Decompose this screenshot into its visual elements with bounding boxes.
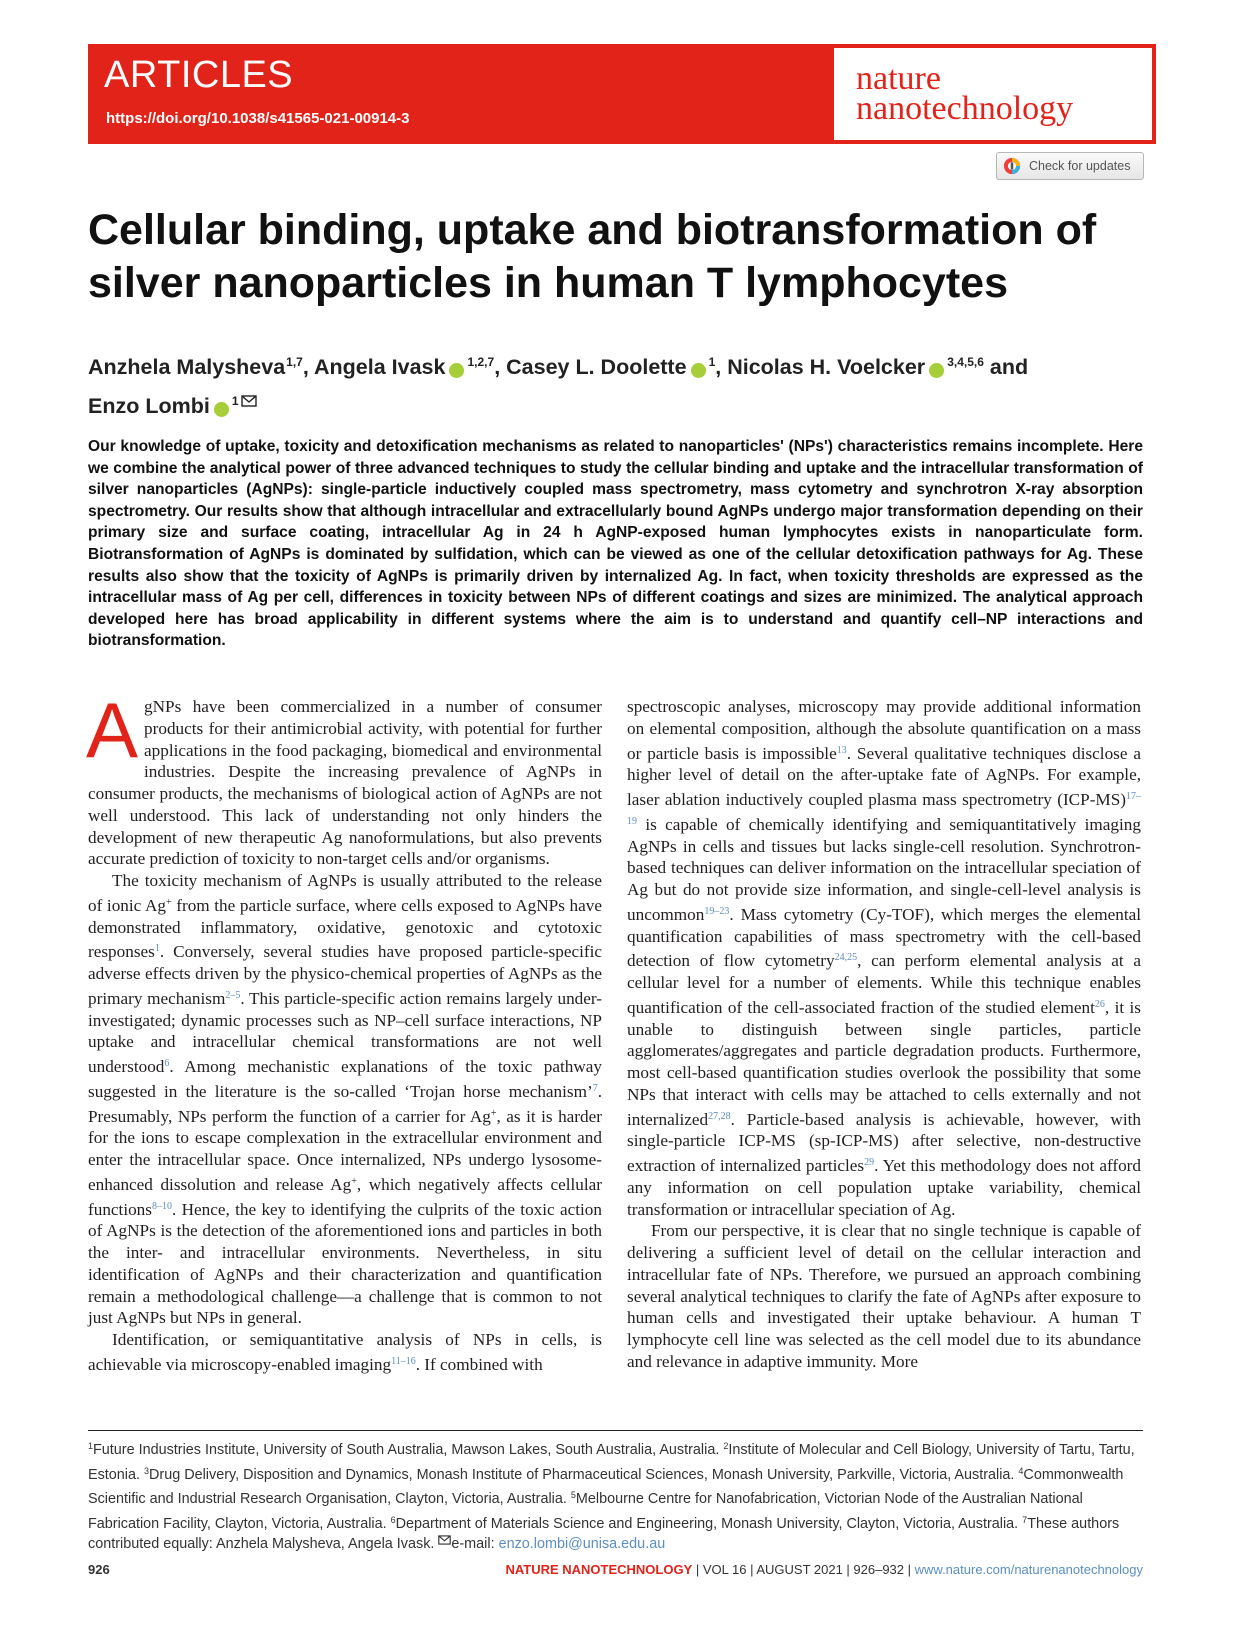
author-affiliation: 3,4,5,6: [947, 355, 984, 369]
author-affiliation: 1: [708, 355, 716, 369]
citation-ref[interactable]: 6: [164, 1058, 170, 1069]
affiliation-number: 2: [723, 1441, 729, 1451]
journal-logo-line2: nanotechnology: [856, 90, 1074, 127]
affiliation-text: Institute of Molecular and Cell Biology, University of Tartu, Tartu, Estonia.: [88, 1442, 1135, 1483]
drop-cap: A: [86, 686, 139, 774]
footer-issue: | VOL 16 | AUGUST 2021 | 926–932 |: [692, 1562, 915, 1577]
citation-ref[interactable]: 29: [864, 1157, 875, 1168]
footer-journal: NATURE NANOTECHNOLOGY: [505, 1562, 693, 1577]
author-name[interactable]: Enzo Lombi: [88, 394, 210, 418]
body-paragraph: Identification, or semiquantitative analysis of NPs in cells, is achievable via microscopy-enabled imaging$^{11-16}$. If combined with: [88, 1330, 602, 1374]
affiliation-number: 3: [144, 1465, 150, 1476]
article-title: Cellular binding, uptake and biotransformation of silver nanoparticles in human T lymphocytes: [88, 206, 1097, 307]
superscript: +: [490, 1107, 497, 1119]
email-link[interactable]: enzo.lombi@unisa.edu.au: [498, 1536, 666, 1553]
affiliation-text: These authors contributed equally: Anzhela Malysheva, Angela Ivask.: [88, 1515, 1120, 1553]
orcid-icon[interactable]: [449, 363, 464, 378]
affiliation-text: Drug Delivery, Disposition and Dynamics, Monash Institute of Pharmaceutical Sciences, Monash University, Parkville, Victoria, Australia.: [149, 1466, 1019, 1483]
email-label: e-mail:: [451, 1536, 499, 1553]
author-separator: ,: [302, 355, 315, 379]
citation-ref[interactable]: 24,25: [834, 952, 858, 964]
author-separator: ,: [494, 355, 507, 379]
affiliation-number: 4: [1018, 1465, 1024, 1476]
author-affiliation: 1,2,7: [467, 355, 495, 369]
body-paragraph: From our perspective, it is clear that no single technique is capable of delivering a sufficient level of detail on the cellular interaction and intracellular fate of NPs. Therefore, we pursued an approach combining several analytical techniques to clarify the fate of AgNPs after exposure to human cells and investigated their uptake behaviour. A human T lymphocyte cell line was selected as the cell model due to its abundance and relevance in adaptive immunity. More: [627, 1221, 1141, 1371]
orcid-icon[interactable]: [214, 402, 229, 417]
author-name[interactable]: Angela Ivask: [314, 355, 446, 379]
author-separator: and: [983, 355, 1029, 379]
author-name[interactable]: Anzhela Malysheva: [88, 355, 286, 379]
citation-ref[interactable]: 8–10: [151, 1200, 172, 1212]
citation-ref[interactable]: 2–5: [225, 989, 241, 1001]
orcid-icon[interactable]: [691, 363, 706, 378]
affiliation-number: 5: [570, 1490, 576, 1501]
citation-ref[interactable]: 13: [836, 744, 847, 756]
journal-logo[interactable]: [834, 48, 1152, 140]
superscript: +: [351, 1175, 357, 1187]
author-name[interactable]: Casey L. Doolette: [506, 355, 687, 379]
email-icon[interactable]: [241, 395, 257, 407]
articles-banner: [88, 44, 1156, 144]
superscript: +: [165, 896, 172, 908]
affiliation-text: Commonwealth Scientific and Industrial Research Organisation, Clayton, Victoria, Australia.: [88, 1466, 1124, 1508]
affiliation-text: Future Industries Institute, University of South Australia, Mawson Lakes, South Australia, Australia.: [93, 1442, 724, 1458]
citation-ref[interactable]: 26: [1094, 998, 1105, 1010]
author-list: [88, 345, 1158, 423]
body-paragraph: AgNPs have been commercialized in a number of consumer products for their antimicrobial activity, with potential for further applications in the food packaging, biomedical and environmental industries. Despite the increasing prevalence of AgNPs in consumer products, the mechanisms of biological action of AgNPs are not well understood. This lack of understanding not only hinders the development of new therapeutic Ag nanoformulations, but also prevents accurate prediction of toxicity to non-target cells and/or organisms.: [86, 686, 602, 869]
citation-ref[interactable]: 11–16: [391, 1355, 416, 1367]
body-paragraph: spectroscopic analyses, microscopy may provide additional information on elemental composition, although the absolute quantification on a mass or particle basis is impossible$^{13}$. Several qualitative techniques disclose a higher level of detail on the after-uptake fate of AgNPs. For example, laser ablation inductively coupled plasma mass spectrometry (ICP-MS)$^{17-19}$ is capable of chemically identifying and semiquantitatively imaging AgNPs in cells and tissues but lacks single-cell resolution. Synchrotron-based techniques can deliver information on the intracellular speciation of Ag but do not provide size information, and single-cell-level analysis is uncommon$^{19-23}$. Mass cytometry (Cy-TOF), which merges the elemental quantification capabilities of mass spectrometry with the cell-based detection of flow cytometry$^{24,25}$, can perform elemental analysis at a cellular level for a number of elements. While this technique enables quantification of the cell-associated fraction of the studied element$^{26}$, it is unable to distinguish between single particles, particle agglomerates/aggregates and particle degradation products. Furthermore, most cell-based quantification studies overlook the possibility that some NPs that interact with cells may be attached to cells externally and not internalized$^{27,28}$. Particle-based analysis is achievable, however, with single-particle ICP-MS (sp-ICP-MS) after selective, non-destructive extraction of internalized particles$^{29}$. Yet this methodology does not afford any information on cell population uptake variability, chemical transformation or intracellular speciation of Ag.: [627, 697, 1142, 1219]
footer-url[interactable]: www.nature.com/naturenanotechnology: [914, 1562, 1143, 1577]
author-affiliation: 1,7: [286, 355, 303, 369]
abstract: Our knowledge of uptake, toxicity and detoxification mechanisms as related to nanoparticles' (NPs') characteristics remains incomplete. Here we combine the analytical power of three advanced techniques to study the cellular binding and uptake and the intracellular transformation of silver nanoparticles (AgNPs): single-particle inductively coupled mass spectrometry, mass cytometry and synchrotron X-ray absorption spectrometry. Our results show that although intracellular and extracellularly bound AgNPs undergo major transformation depending on their primary size and surface coating, intracellular Ag in 24 h AgNP-exposed human lymphocytes exists in nanoparticulate form. Biotransformation of AgNPs is dominated by sulfidation, which can be viewed as one of the cellular detoxification pathways for Ag. These results also show that the toxicity of AgNPs is primarily driven by internalized Ag. In fact, when toxicity thresholds are expressed as the intracellular mass of Ag per cell, differences in toxicity between NPs of different coatings and sizes are minimized. The analytical approach developed here has broad applicability in different systems where the aim is to understand and quantify cell–NP interactions and biotransformation.: [88, 438, 1143, 650]
email-icon: [438, 1535, 451, 1545]
journal-footer: [505, 1562, 1143, 1577]
orcid-icon[interactable]: [929, 363, 944, 378]
author-separator: ,: [715, 355, 728, 379]
body-paragraph: The toxicity mechanism of AgNPs is usually attributed to the release of ionic Ag+ from the particle surface, where cells exposed to AgNPs have demonstrated inflammatory, oxidative, genotoxic and cytotoxic responses$^1$. Conversely, several studies have proposed particle-specific adverse effects driven by the physico-chemical properties of AgNPs as the primary mechanism$^{2-5}$. This particle-specific action remains largely under-investigated; dynamic processes such as NP–cell surface interactions, NP uptake and intracellular chemical transformations are not well understood$^6$. Among mechanistic explanations of the toxic pathway suggested in the literature is the so-called ‘Trojan horse mechanism’$^7$. Presumably, NPs perform the function of a carrier for Ag+, as it is harder for the ions to escape complexation in the extracellular environment and enter the intracellular space. Once internalized, NPs undergo lysosome-enhanced dissolution and release Ag+, which negatively affects cellular functions$^{8-10}$. Hence, the key to identifying the culprits of the toxic action of AgNPs is the detection of the aforementioned ions and particles in both the inter- and intracellular environments. Nevertheless, in situ identification of AgNPs and their characterization and quantification remain a methodological challenge—a challenge that is common to not just AgNPs but NPs in general.: [88, 871, 603, 1328]
journal-logo-line1: nature: [856, 60, 941, 97]
author-affiliation: 1: [231, 394, 239, 408]
affiliation-text: Department of Materials Science and Engineering, Monash University, Clayton, Victoria, Australia.: [395, 1515, 1023, 1532]
doi-link[interactable]: https://doi.org/10.1038/s41565-021-00914-3: [106, 110, 410, 127]
affiliation-number: 1: [88, 1441, 94, 1451]
citation-ref[interactable]: 17–19: [627, 791, 1141, 827]
citation-ref[interactable]: 27,28: [708, 1110, 731, 1122]
citation-ref[interactable]: 7: [592, 1082, 598, 1094]
footnote-divider: [88, 1430, 1143, 1431]
author-name[interactable]: Nicolas H. Voelcker: [727, 355, 926, 379]
citation-ref[interactable]: 1: [154, 943, 160, 955]
page-number: 926: [88, 1562, 110, 1577]
crossmark-icon: [1003, 157, 1021, 175]
affiliations: [88, 1436, 1148, 1555]
body-column-left: [86, 686, 603, 1376]
citation-ref[interactable]: 19–23: [704, 905, 730, 917]
affiliation-text: Melbourne Centre for Nanofabrication, Victorian Node of the Australian National Fabrication Facility, Clayton, Victoria, Australia.: [88, 1491, 1083, 1532]
affiliation-number: 7: [1022, 1514, 1028, 1525]
affiliation-number: 6: [390, 1514, 396, 1525]
check-for-updates-button[interactable]: [996, 152, 1144, 180]
body-column-right: [627, 696, 1141, 1373]
section-label: ARTICLES: [104, 54, 294, 96]
check-for-updates-label: Check for updates: [1029, 159, 1131, 173]
